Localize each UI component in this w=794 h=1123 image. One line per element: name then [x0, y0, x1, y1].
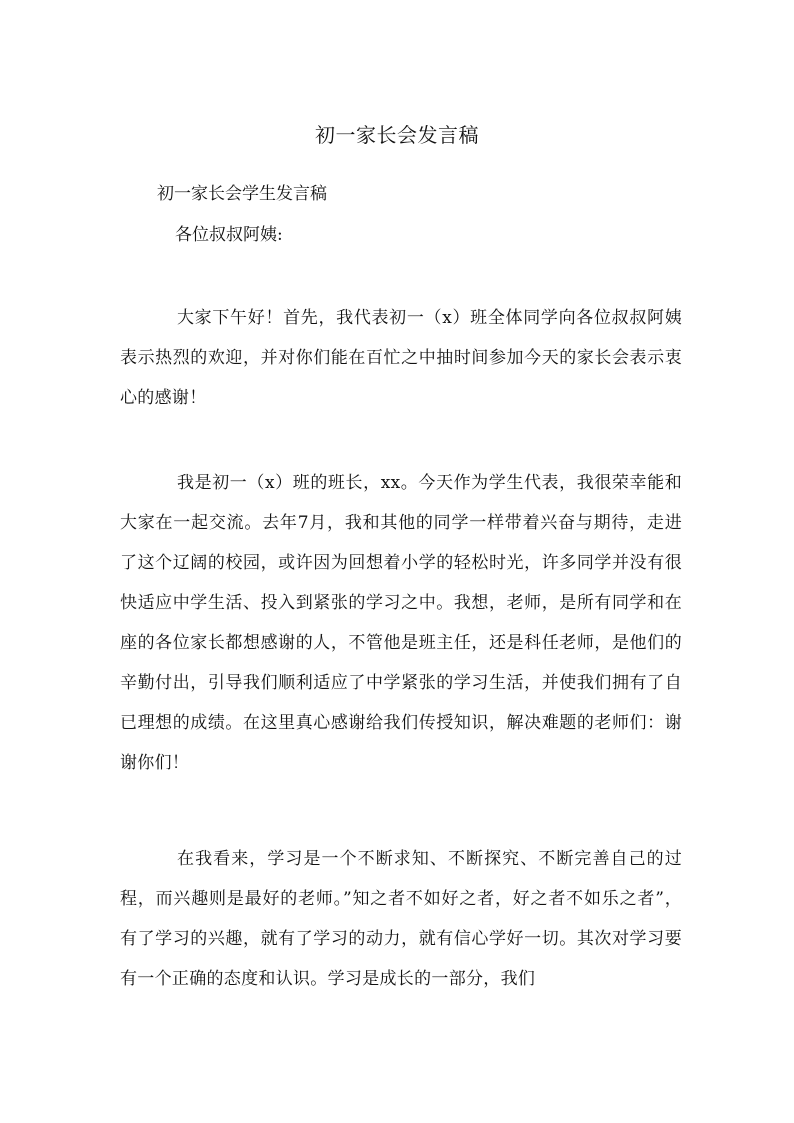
paragraph-learning: 在我看来，学习是一个不断求知、不断探究、不断完善自己的过程，而兴趣则是最好的老师。”知之者不如好之者，好之者不如乐之者”，有了学习的兴趣，就有了学习的动力，就有信心学好一切。其次对学习要有一个正确的态度和认识。学习是成长的一部分，我们	[120, 849, 682, 989]
salutation: 各位叔叔阿姨:	[175, 225, 283, 245]
document-title: 初一家长会发言稿	[315, 123, 479, 147]
paragraph-introduction: 我是初一（x）班的班长，xx。今天作为学生代表，我很荣幸能和大家在一起交流。去年7月，我和其他的同学一样带着兴奋与期待，走进了这个辽阔的校园，或许因为回想着小学的轻松时光，许多同学并没有很快适应中学生活、投入到紧张的学习之中。我想，老师，是所有同学和在座的各位家长都想感谢的人，不管他是班主任，还是科任老师，是他们的辛勤付出，引导我们顺利适应了中学紧张的学习生活，并使我们拥有了自已理想的成绩。在这里真心感谢给我们传授知识，解决难题的老师们：谢谢你们！	[120, 473, 682, 773]
document-subtitle: 初一家长会学生发言稿	[157, 184, 327, 204]
paragraph-greeting: 大家下午好！首先，我代表初一（x）班全体同学向各位叔叔阿姨表示热烈的欢迎，并对你们能在百忙之中抽时间参加今天的家长会表示衷心的感谢！	[120, 308, 682, 408]
